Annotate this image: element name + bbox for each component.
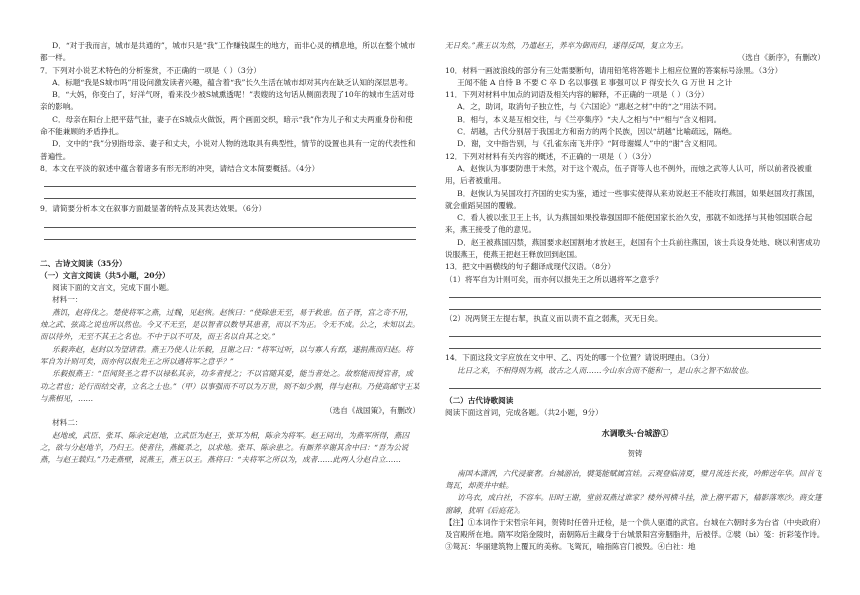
q12-option-b: B．赵恢认为吴国攻打齐国的史实为鉴，通过一些事实使得从来劝说赵王不能攻打燕国，如果赵国攻打燕国，就会重蹈吴国的覆辙。 [445, 188, 820, 210]
q10-stem: 10．材料一画波浪线的部分有三处需要断句，请用铅笔将答题卡上相应位置的答案标号涂黑。（3分） [445, 65, 783, 75]
material-2-para-1: 赵地或，武臣、张耳、陈余定赵地，立武臣为赵王，张耳为相，陈余为将军。赵王间出，为燕军所得，燕囚之，欲与分赵地半，乃归王。使者往，燕辄杀之，以求地。张耳、陈余患之。有厮养卒谢其舍中曰：“吾为公说燕，与赵王载归。”乃走燕壁，说燕王，燕王以王。燕将曰：“夫将军之所以为，成者……此两人分赵自立…… [40, 430, 410, 465]
answer-line [449, 298, 821, 310]
material-1-source: （选自《战国策》，有删改） [325, 406, 420, 416]
material-2-tail: 无日矣。”燕王以为然，乃遣赵王，养卒为御而归，遂得反国，复立为王。 [445, 41, 689, 50]
q12-option-c: C．看人被以张卫王上书，认为燕国如果投靠强国即不能使国家长治久安，那就不如选择与其他邻国联合起来，燕王接受了他的意见。 [445, 213, 813, 235]
section-2a-intro: 阅读下面的文言文，完成下面小题。 [52, 283, 174, 293]
material-1-para-3: 乐毅报燕王：“臣闻贤圣之君不以禄私其亲，功多者授之；不以官随其爱，能当者处之。故察能而授官者，成功之君也；论行而结交者，立名之士也。”（甲）以事强而不可以为万世，则不如少割，得与赵和。乃使高邮守王某与燕相见，…… [40, 369, 420, 403]
material-1-label: 材料一： [52, 295, 83, 305]
q14-text: 比日之来，不相得则为祸，故古之人而……今山东合而不能和一，是山东之智不如故也。 [457, 365, 754, 375]
q13-part-2: （2）况两贤王左提右挈，执直义而以责不直之弱燕，灭无日矣。 [445, 313, 663, 323]
section-2a-heading: （一）文言文阅读（共5小题，20分） [40, 270, 170, 280]
q7-option-a: A．标题“我是S城市吗”用设问激发读者兴趣，蕴含着“我”长久生活在城市却对其内在缺乏认知的深层思考。 [52, 77, 413, 87]
section-2b-intro: 阅读下面这首词，完成各题。（共2小题，9分） [445, 408, 603, 418]
q11-option-d: D．谢，文中指告别，与《孔雀东南飞并序》“阿母谢媒人”中的“谢”含义相同。 [457, 139, 722, 149]
q12-stem: 12．下列对材料有关内容的概述，不正确的一项是（ ）（3分） [445, 151, 656, 161]
q12-option-d: D．赵王被燕国囚禁，燕国要求赵国割地才放赵王，赵国有个士兵前往燕国，该士兵设身处地、晓以利害成功说服燕王，使燕王把赵王释放回到赵国。 [445, 237, 821, 260]
section-2b-heading: （二）古代诗歌阅读 [445, 395, 514, 405]
q11-option-b: B．相与，本义是互相交往，与《兰亭集序》“夫人之相与”中“相与”含义相同。 [457, 114, 722, 124]
poem-note: 【注】①本词作于宋哲宗年间，贺铸时任曾升迁检，是一个供人驱遣的武官。台城在六朝时多为台省（中央政府）及宫殿所在地。隋军攻陷金陵时，南朝陈后主藏身于台城景阳宫旁胭脂井，后被俘。②襞（bì）笺：折彩笺作诗。③鸳瓦：华丽建筑物上覆瓦的美称。飞鸳瓦，喻指陈宫门被毁。④白社：地 [445, 517, 825, 552]
answer-line [44, 216, 416, 228]
answer-line [449, 377, 821, 389]
answer-line [44, 175, 416, 187]
q7-option-c: C．母亲在阳台上把平菇气扯，妻子在S城点火做饭，两个画面交织，暗示“我”作为儿子和丈夫两重身份和使命不能兼顾的矛盾挣扎。 [40, 114, 413, 137]
material-1-para-1: 燕饥，赵将伐之。楚使将军之燕，过魏，见赵恢。赵恢曰：“使除患无至，易于救患。伍子胥，宫之奇不用，烛之武、弦高之说也所以然也。今又不无至，是以智者以数导其患者，而以不为正。令无不成。公之，未知以去。而以待外，无至不其王之名也。不中于以不可及，而王名以自其之交。” [40, 307, 420, 342]
q11-stem: 11．下列对材料中加点的词语及相关内容的解释，不正确的一项是（ ）（3分） [445, 90, 709, 100]
q6-option-d: D．“对于我而言，城市是共通的”，城市只是“我”工作赚钱谋生的地方，而非心灵的栖息地，所以在整个城市都一样。 [40, 41, 416, 63]
q10-options: 王闻不能 A 自恃 B 不要 C 卒 D 名以事强 E 事强可以 F 得安长久 G 万世 H 之计 [457, 77, 733, 87]
q11-option-a: A．之，助词，取消句子独立性，与《六国论》“惠赵之材”中的“之”用法不同。 [457, 102, 722, 112]
q8-stem: 8．本文在平淡的叙述中蕴含着诸多有形无形的冲突，请结合文本简要概括。（4分） [40, 163, 320, 173]
q13-stem: 13．把文中画横线的句子翻译成现代汉语。（8分） [445, 262, 616, 272]
right-column [445, 0, 825, 595]
answer-line [44, 187, 416, 199]
material-1-para-2: 乐毅奔赵，赵封以为望诸君。燕王乃使人让乐毅，且谢之曰：“将军过听，以与寡人有郄，遂捐燕而归赵。将军自为计则可矣，而亦何以报先王之所以遇将军之意乎？” [40, 344, 413, 366]
poem-author: 贺铸 [627, 449, 643, 459]
q7-option-b: B．“大妈，你变白了，好洋气呀，看来没少被S城熏透呢！”表嫂的这句话从侧面表现了10年的城市生活对母亲的影响。 [40, 90, 415, 112]
q12-option-a: A．赵恢认为事要防患于未然，对于这个观点，伍子胥等人也不例外，而烛之武等人认可，所以前者没被重用，后者被重用。 [445, 163, 812, 186]
answer-line [44, 228, 416, 240]
poem-stanza-1: 南国本潇洒，六代浸豪奢。台城游冶，襞笺能赋属宫娃。云观登临清夏，璧月流连长夜，吟醉送年华。回首飞鸳瓦，却羡井中蛙。 [445, 468, 822, 490]
q11-option-c: C．胡越，古代分别居于我国北方和南方的两个民族，因以“胡越”比喻疏远，隔绝。 [457, 127, 737, 137]
material-2-source: （选自《新序》，有删改） [737, 53, 825, 63]
q13-part-1: （1）将军自为计则可矣，而亦何以报先王之所以遇将军之意乎？ [445, 274, 663, 284]
q7-option-d: D．文中的“我”分别指母亲、妻子和丈夫，小说对人物的选取具有典型性，情节的设置也具有一定的代表性和普遍性。 [40, 139, 416, 161]
answer-line [449, 325, 821, 337]
poem-title: 水调歌头·台城游① [601, 428, 669, 439]
answer-line [449, 337, 821, 349]
poem-stanza-2: 访乌衣，成白社，不容车。旧时王谢，堂前双燕过谁家？楼外河横斗挂，淮上潮平霜下，樯影落寒沙。商女篷窗罅，犹唱《后庭花》。 [445, 493, 822, 515]
section-2-heading: 二、古诗文阅读（35分） [40, 258, 127, 268]
q14-stem: 14．下面这段文字应放在文中甲、乙、丙处的哪一个位置？请说明理由。（3分） [445, 353, 714, 363]
q7-stem: 7．下列对小说艺术特色的分析鉴赏，不正确的一项是（ ）（3分） [40, 65, 261, 75]
material-2-label: 材料二： [52, 418, 83, 428]
left-column [40, 0, 420, 595]
q9-stem: 9．请简要分析本文在叙事方面最显著的特点及其表达效果。（6分） [40, 204, 267, 214]
answer-line [449, 286, 821, 298]
